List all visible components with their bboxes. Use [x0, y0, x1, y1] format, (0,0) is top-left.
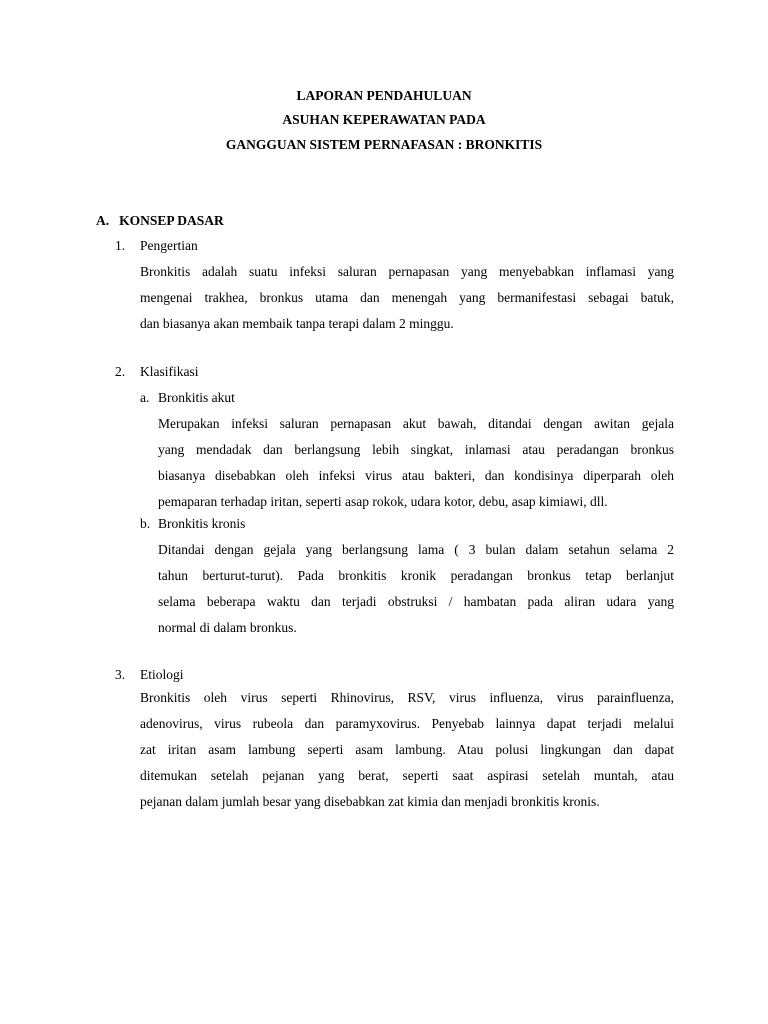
item-1-number: 1.: [115, 238, 126, 253]
paragraph-line: dan biasanya akan membaik tanpa terapi dalam 2 minggu.: [140, 316, 454, 331]
paragraph-line: tahun berturut-turut). Pada bronkitis kronik peradangan bronkus tetap berlanjut: [158, 568, 674, 583]
paragraph-line: Ditandai dengan gejala yang berlangsung lama ( 3 bulan dalam setahun selama 2: [158, 542, 674, 557]
item-2-title: Klasifikasi: [140, 364, 199, 379]
sub-a-marker: a.: [140, 390, 150, 405]
item-3-number: 3.: [115, 667, 126, 682]
paragraph-line: normal di dalam bronkus.: [158, 620, 297, 635]
report-subtitle: ASUHAN KEPERAWATAN PADA: [282, 112, 486, 127]
paragraph-line: ditemukan setelah pejanan yang berat, seperti saat aspirasi setelah muntah, atau: [140, 768, 674, 783]
paragraph-line: Merupakan infeksi saluran pernapasan akut bawah, ditandai dengan awitan gejala: [158, 416, 674, 431]
paragraph-line: pemaparan terhadap iritan, seperti asap rokok, udara kotor, debu, asap kimiawi, dll.: [158, 494, 608, 509]
item-1-title: Pengertian: [140, 238, 198, 253]
paragraph-line: zat iritan asam lambung seperti asam lambung. Atau polusi lingkungan dan dapat: [140, 742, 674, 757]
paragraph-line: Bronkitis adalah suatu infeksi saluran pernapasan yang menyebabkan inflamasi yang: [140, 264, 674, 279]
paragraph-line: Bronkitis oleh virus seperti Rhinovirus, RSV, virus influenza, virus parainfluenza,: [140, 690, 674, 705]
section-a-heading: [96, 209, 224, 233]
paragraph-line: selama beberapa waktu dan terjadi obstruksi / hambatan pada aliran udara yang: [158, 594, 674, 609]
item-2-number: 2.: [115, 364, 126, 379]
sub-a-title: Bronkitis akut: [158, 390, 235, 405]
item-1-paragraph: [140, 259, 674, 337]
sub-b-marker: b.: [140, 516, 151, 531]
paragraph-line: pejanan dalam jumlah besar yang disebabkan zat kimia dan menjadi bronkitis kronis.: [140, 794, 600, 809]
section-a-title: KONSEP DASAR: [119, 213, 224, 228]
report-title: LAPORAN PENDAHULUAN: [296, 88, 472, 103]
item-3-title: Etiologi: [140, 667, 184, 682]
sub-b-title: Bronkitis kronis: [158, 516, 246, 531]
sub-b-paragraph: [158, 537, 674, 641]
paragraph-line: biasanya disebabkan oleh infeksi virus atau bakteri, dan kondisinya diperparah oleh: [158, 468, 674, 483]
section-a-marker: A.: [96, 213, 110, 228]
paragraph-line: mengenai trakhea, bronkus utama dan menengah yang bermanifestasi sebagai batuk,: [140, 290, 674, 305]
paragraph-line: adenovirus, virus rubeola dan paramyxovirus. Penyebab lainnya dapat terjadi melalui: [140, 716, 674, 731]
paragraph-line: yang mendadak dan berlangsung lebih singkat, inlamasi atau peradangan bronkus: [158, 442, 674, 457]
report-topic: GANGGUAN SISTEM PERNAFASAN : BRONKITIS: [225, 137, 543, 152]
item-3-paragraph: [140, 685, 674, 815]
sub-a-paragraph: [158, 411, 674, 515]
